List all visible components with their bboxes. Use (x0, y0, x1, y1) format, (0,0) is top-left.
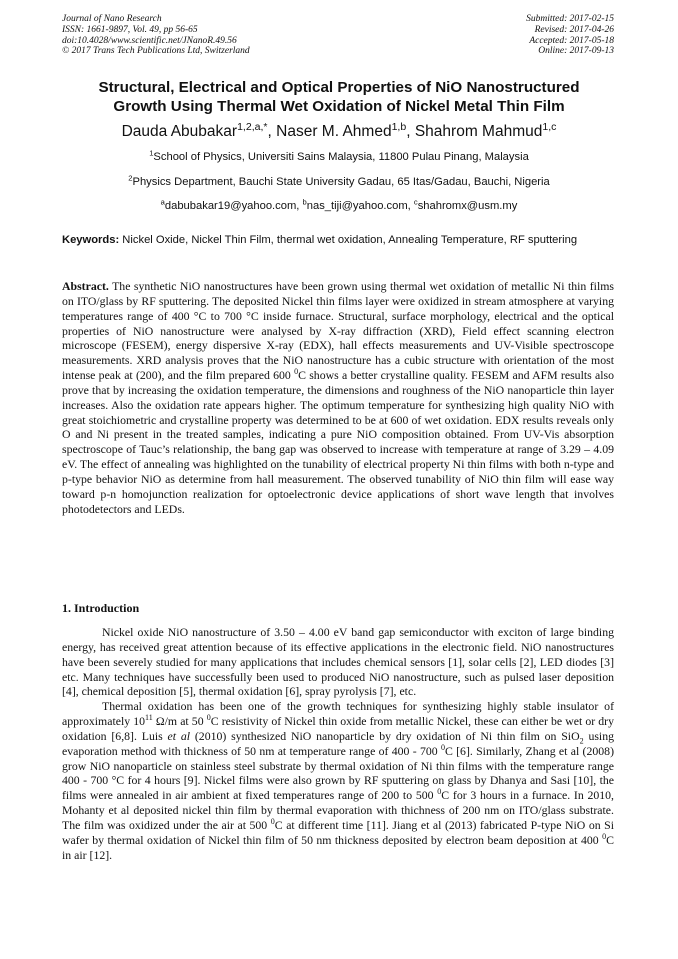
email-mark: b (302, 197, 307, 207)
author-name: Naser M. Ahmed (276, 123, 392, 140)
journal-doi: doi:10.4028/www.scientific.net/JNanoR.49.56 (62, 35, 237, 46)
journal-name: Journal of Nano Research (62, 14, 162, 24)
author-list (40, 122, 638, 141)
degree-mark: 0 (270, 817, 275, 827)
degree-mark: 0 (294, 367, 299, 377)
abstract-text: C shows a better crystalline quality. FESEM and AFM results also prove that by increasing the oxidation temperature, the dimensions and roughness of the NiO nanoparticle thin layer increases. Also the oxidation rate appears higher. The optimum temperature for synthesizing high quality NiO with great stoichiometric and crystalline property was determined to be at 600 of wet oxidation. EDX results reveals only O and Ni present in the treated samples, indicating a pure NiO composition obtained. From UV-Vis absorption spectroscope of Tauc’s relationship, the bang gap was observed to increase with temperature at range of 3.29 – 4.09 eV. The effect of annealing was highlighted on the tunability of electrical property Ni thin films with both n-type and p-type behavior NiO as determine from hall measurement. The observed tunability of NiO thin film will ease way toward p-n homojunction realization for optoelectronic device applications of short wave length that involves photodetectors and LEDs. (62, 368, 614, 516)
affiliation-text: Physics Department, Bauchi State University Gadau, 65 Itas/Gadau, Bauchi, Nigeria (132, 176, 550, 188)
affiliation-mark: 1 (149, 148, 154, 158)
paragraph-text: C resistivity of Nickel thin oxide from metallic Nickel, these can either be wet or dry oxidation [6,8]. Luis (62, 714, 615, 743)
paper-title (40, 78, 638, 116)
author-affiliation-mark: 1,c (542, 120, 557, 133)
abstract (62, 279, 614, 517)
author-name: Dauda Abubakar (121, 123, 238, 140)
keywords-text: Nickel Oxide, Nickel Thin Film, thermal wet oxidation, Annealing Temperature, RF sputtering (119, 234, 578, 246)
affiliation-mark: 2 (128, 173, 133, 183)
date-revised: Revised: 2017-04-26 (534, 24, 614, 35)
email-link[interactable]: shahromx@usm.my (417, 200, 518, 212)
italic-text: et al (167, 728, 191, 743)
journal-info (62, 14, 250, 57)
paragraph-text: Thermal oxidation has been one of the growth techniques for synthesizing highly stable insulator of approximately 10 (62, 699, 614, 729)
introduction-body (62, 625, 614, 863)
paragraph-text: (2010) synthesized NiO nanoparticle by dry oxidation of Ni thin film on SiO (190, 728, 580, 743)
affiliation-2 (40, 175, 638, 189)
author-separator: , (406, 123, 415, 140)
author-name: Shahrom Mahmud (414, 123, 543, 140)
abstract-text: The synthetic NiO nanostructures have been grown using thermal wet oxidation of metallic Ni thin films on ITO/glass by RF sputtering. The deposited Nickel thin films layer were oxidized in stream atmosphere at varying temperatures range of 400 °C to 700 °C inside furnace. Structural, surface morphology, electrical and the optical properties of NiO nanostructure were analysed by X-ray diffraction (XRD), Field effect scanning electron microscope (FESEM), energy dispersive X-ray (EDX), hall effects measurements and UV-Visible spectroscope measurements. XRD analysis proves that the NiO nanostructure has a cubic structure with orientation of the most intense peak at (200), and the film prepared 600 (62, 279, 614, 383)
email-link[interactable]: nas_tiji@yahoo.com, (306, 200, 414, 212)
paragraph-text: C in air [12]. (62, 832, 614, 862)
degree-mark: 0 (206, 713, 211, 723)
journal-copyright: © 2017 Trans Tech Publications Ltd, Switzerland (62, 46, 250, 57)
email-mark: a (160, 197, 165, 207)
paragraph-text: C for 3 hours in a furnace. In 2010, Mohanty et al deposited nickel thin film by thermal evaporation with thichness of 200 nm on ITO/glass substrate. The film was oxidized under the air at 500 (62, 788, 614, 832)
section-heading: 1. Introduction (62, 601, 140, 615)
title-line-2: Growth Using Thermal Wet Oxidation of Nickel Metal Thin Film (113, 98, 565, 115)
title-line-1: Structural, Electrical and Optical Properties of NiO Nanostructured (98, 79, 580, 96)
author-affiliation-mark: 1,b (391, 120, 407, 133)
email-link[interactable]: dabubakar19@yahoo.com, (164, 200, 303, 212)
affiliation-text: School of Physics, Universiti Sains Malaysia, 11800 Pulau Pinang, Malaysia (153, 151, 529, 163)
date-submitted: Submitted: 2017-02-15 (526, 14, 614, 24)
paragraph-text: C [6]. Similarly, Zhang et al (2008) grow NiO nanoparticle on stainless steel substrate by thermal oxidation of Ni thin films with the temperature range 400 - 700 °C for 4 hours [9]. Nickel films were also grown by RF sputtering on glass by Dhanya and Sasi [10], the films were annealed in air ambient at fixed temperatures range of 200 to 500 (62, 743, 614, 803)
paragraph-text: C at different time [11]. Jiang et al (2013) fabricated P-type NiO on Si wafer by thermal oxidation of Nickel thin film of 50 nm thickness deposited by electron beam deposition at 400 (62, 817, 614, 847)
subscript: 2 (579, 736, 584, 746)
degree-mark: 0 (602, 831, 607, 841)
paragraph-text: using evaporation method with thickness of 50 nm at temperature range of 400 - 700 (62, 728, 615, 758)
paragraph-text: Ω/m at 50 (152, 714, 207, 729)
journal-issn: ISSN: 1661-9897, Vol. 49, pp 56-65 (62, 24, 198, 35)
exponent: 11 (145, 713, 153, 723)
keywords-label: Keywords: (62, 234, 120, 246)
intro-paragraph-1: Nickel oxide NiO nanostructure of 3.50 – 4.00 eV band gap semiconductor with exciton of large binding energy, has received great attention because of its effective applications in the electronic field. NiO nanostructures have been severely studied for many applications that includes chemical sensors [1], solar cells [2], LED diodes [3] etc. Many techniques have successfully been used to produced NiO nanostructure, such as pulsed laser deposition [4], chemical deposition [5], thermal oxidation [6], spray pyrolysis [7], etc. (62, 625, 614, 699)
intro-paragraph-2 (62, 699, 614, 862)
abstract-label: Abstract. (62, 279, 109, 293)
degree-mark: 0 (440, 742, 445, 752)
email-mark: c (413, 197, 418, 207)
author-emails (40, 199, 638, 213)
affiliation-1 (40, 150, 638, 164)
author-affiliation-mark: 1,2,a,* (237, 120, 268, 133)
date-online: Online: 2017-09-13 (538, 46, 614, 57)
publication-dates (526, 14, 614, 57)
degree-mark: 0 (437, 787, 442, 797)
keywords (62, 233, 614, 248)
author-separator: , (267, 123, 277, 140)
date-accepted: Accepted: 2017-05-18 (529, 35, 614, 46)
